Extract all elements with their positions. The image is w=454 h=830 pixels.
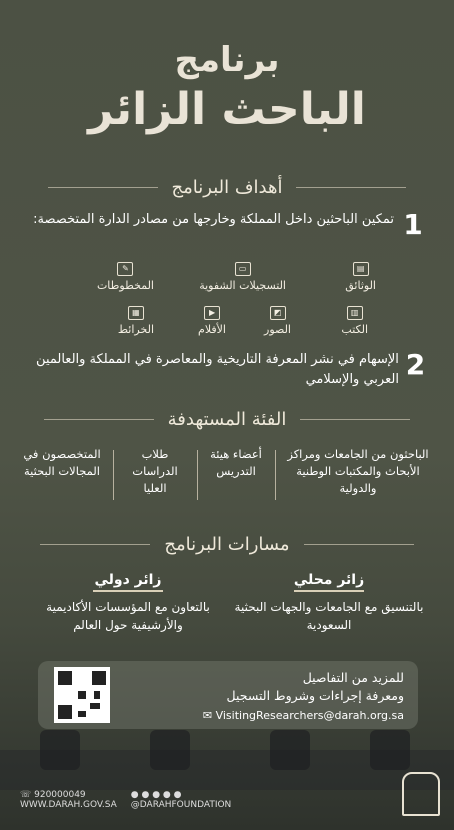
source-photos: ◩ الصور [264,308,291,336]
social-handle[interactable]: @DARAHFOUNDATION [130,800,232,810]
recorder-icon: ▭ [235,262,251,276]
program-title-line1: برنامج [174,40,280,80]
email-link[interactable] [203,709,404,722]
title-underline [93,590,163,592]
info-text [227,669,404,705]
footer-contact [20,790,231,810]
track-international [38,572,218,634]
tracks-section-title: مسارات البرنامج [164,533,290,555]
film-icon: ▶ [204,306,220,320]
divider [197,450,198,500]
source-films: ▶ الأفلام [198,308,226,336]
track-local-title: زائر محلي [293,572,365,588]
info-line2: ومعرفة إجراءات وشروط التسجيل [226,688,404,703]
social-icons: ● ● ● ● ● [130,790,182,800]
source-maps: ▦ الخرائط [117,308,154,336]
track-international-title: زائر دولي [94,572,162,588]
divider [113,450,114,500]
goal-item-1 [26,210,426,240]
audience-section-header [0,407,454,431]
book-icon: ▥ [347,306,363,320]
goal-text: تمكين الباحثين داخل المملكة وخارجها من مصادر الدارة المتخصصة: [33,212,394,227]
source-manuscripts: ✎ المخطوطات [96,264,154,292]
audience-item: الباحثون من الجامعات ومراكز الأبحاث والمكتبات الوطنية والدولية [287,447,429,495]
website-link[interactable]: WWW.DARAH.GOV.SA [20,800,117,810]
source-books: ▥ الكتب [341,308,368,336]
map-icon: ▦ [128,306,144,320]
manuscript-icon: ✎ [117,262,133,276]
office-background [0,720,454,790]
audience-item: أعضاء هيئة التدريس [210,447,262,478]
title-underline [294,590,364,592]
divider [44,419,154,420]
divider [275,450,276,500]
goal-text: الإسهام في نشر المعرفة التاريخية والمعاصرة في المملكة والعالمين العربي والإسلامي [36,352,399,387]
audience-item: المتخصصون في المجالات البحثية [23,447,101,478]
divider [40,544,150,545]
info-box [38,661,418,729]
goal-number: 2 [405,348,426,381]
audience-list [20,446,432,500]
phone-number[interactable]: ☏ 920000049 [20,790,86,800]
info-line1: للمزيد من التفاصيل [302,670,404,685]
audience-section-title: الفئة المستهدفة [167,408,287,430]
mail-icon: ✉ [202,709,213,722]
divider [300,419,410,420]
darah-logo [402,772,440,816]
divider [48,187,158,188]
divider [304,544,414,545]
qr-code[interactable] [54,667,110,723]
tracks-section-header [0,532,454,556]
email-text: VisitingResearchers@darah.org.sa [215,709,404,722]
program-title-line2: الباحث الزائر [88,84,366,135]
phone-icon: ☏ [20,790,35,800]
photo-icon: ◩ [270,306,286,320]
divider [296,187,406,188]
track-local-text: بالتنسيق مع الجامعات والجهات البحثية السعودية [234,600,424,632]
goal-item-2 [26,350,426,390]
track-international-text: بالتعاون مع المؤسسات الأكاديمية والأرشيفية حول العالم [46,600,210,632]
goals-section-header [0,175,454,199]
source-documents: ▤ الوثائق [345,264,376,292]
goal-number: 1 [403,208,423,241]
audience-item: طلاب الدراسات العليا [132,447,178,495]
source-oral-recordings: ▭ التسجيلات الشفوية [199,264,286,292]
track-local [234,572,424,634]
document-icon: ▤ [353,262,369,276]
goals-section-title: أهداف البرنامج [171,176,283,198]
